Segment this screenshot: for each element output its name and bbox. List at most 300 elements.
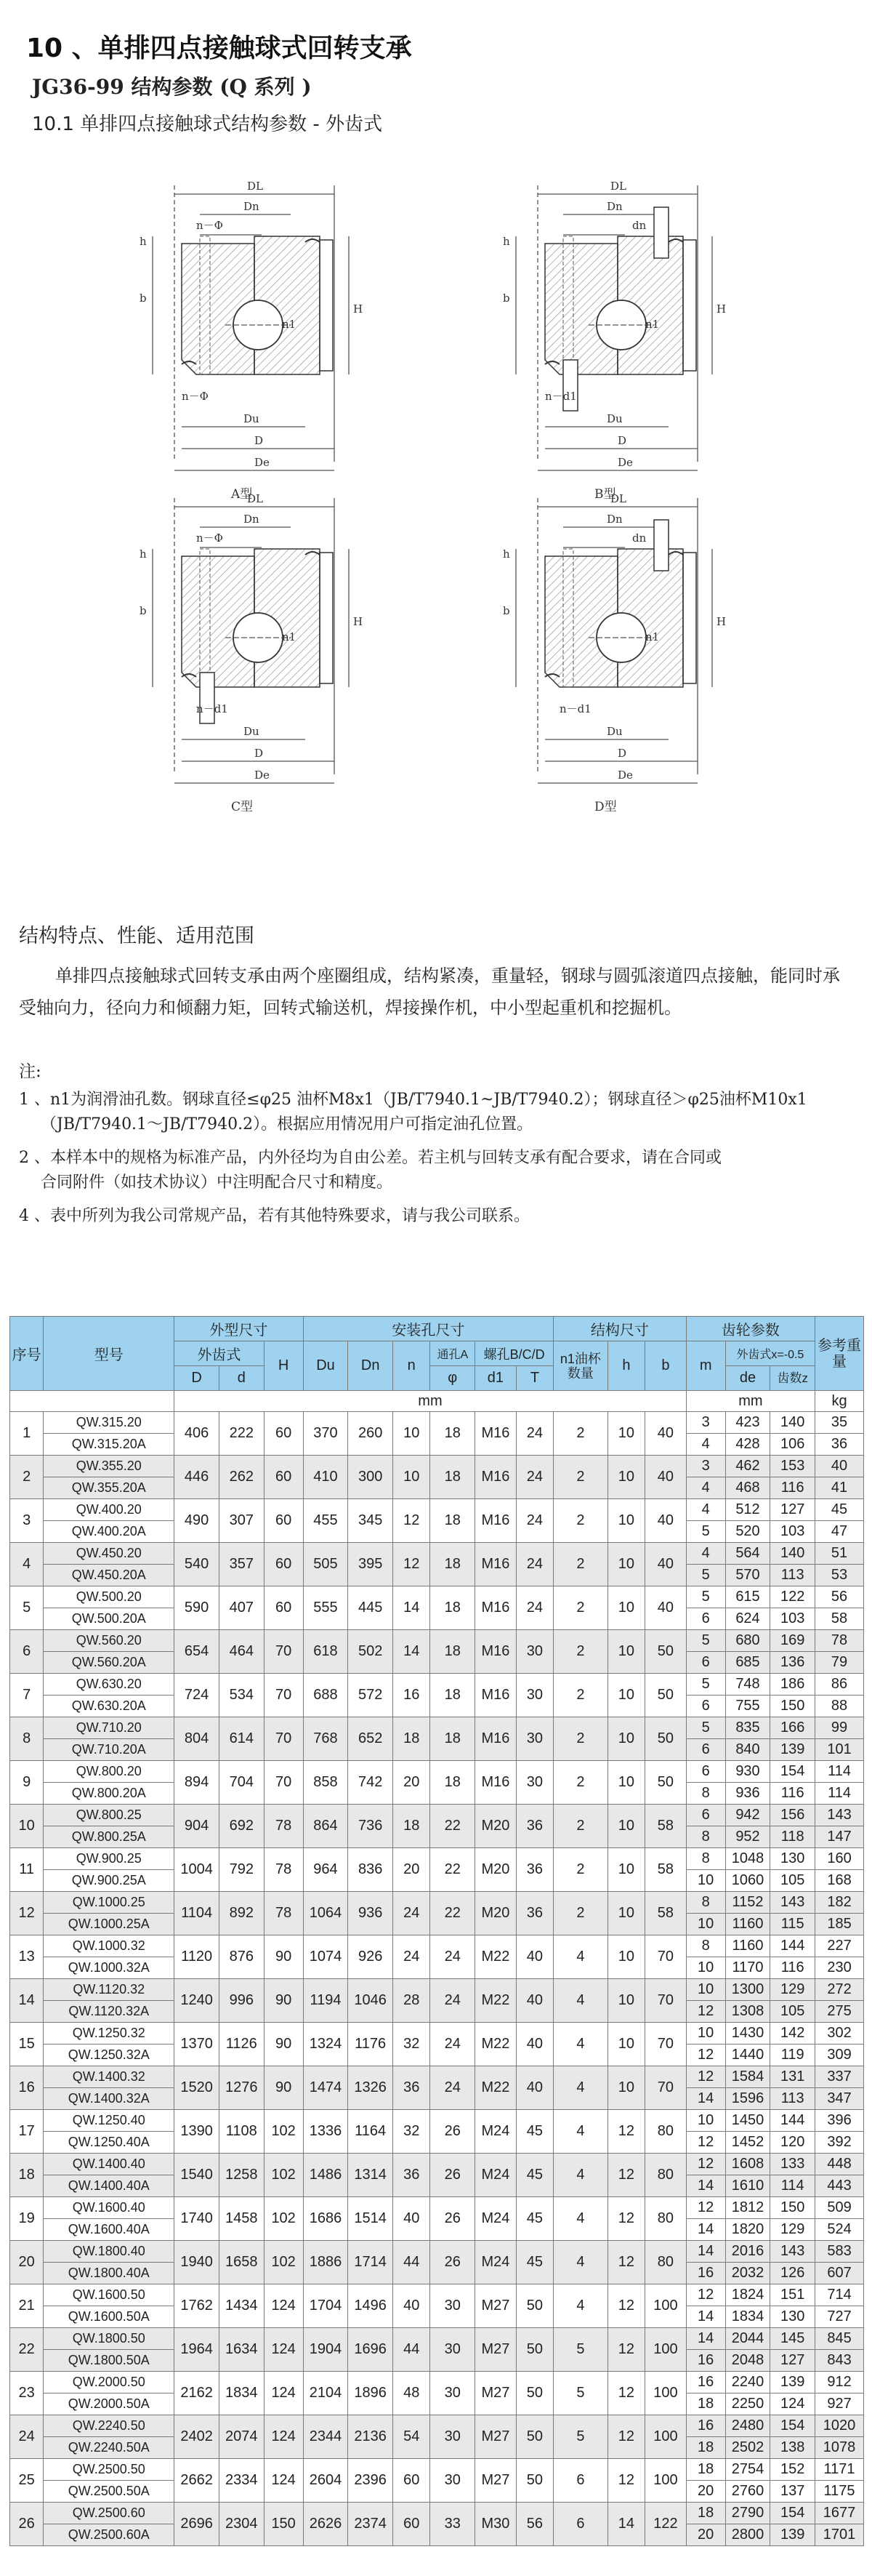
cell-gear-z: 122 [770,1586,815,1608]
cell-phi: 26 [430,2197,475,2241]
th-install: 安装孔尺寸 [303,1317,554,1341]
cell-gear-z: 143 [770,1892,815,1914]
cell-dn: 1496 [348,2284,393,2328]
cell-n: 14 [393,1630,430,1674]
cell-model: QW.2240.50A [44,2437,174,2459]
cell-h: 150 [264,2503,303,2546]
dimension-label: Du [607,412,623,425]
cell-phi: 30 [430,2372,475,2415]
cell-d: 590 [174,1586,219,1630]
note-number: 1 、 [19,1091,50,1109]
cell-gear-m: 12 [686,2066,725,2088]
cell-t: 45 [516,2241,553,2284]
cell-n: 28 [393,1979,430,2023]
cell-t: 24 [516,1586,553,1630]
standard-subtitle: JG36-99 结构参数 (Q 系列 ) [32,75,312,99]
cell-h: 124 [264,2284,303,2328]
cell-t: 30 [516,1674,553,1717]
cell-d: 1762 [174,2284,219,2328]
cell-model: QW.400.20A [44,1521,174,1543]
cell-gear-weight: 443 [815,2175,864,2197]
dimension-label: n1 [645,630,660,643]
th-d1: d1 [475,1366,517,1391]
cell-gear-de: 2480 [725,2415,770,2437]
cell-n1: 2 [554,1674,608,1717]
cell-index: 19 [10,2197,44,2241]
cell-d1: M27 [475,2372,517,2415]
cell-gear-weight: 583 [815,2241,864,2263]
cell-gear-z: 142 [770,2023,815,2045]
cell-h: 70 [264,1674,303,1717]
cell-d: 534 [219,1674,264,1717]
cell-gear-m: 3 [686,1412,725,1434]
cell-gear-z: 140 [770,1412,815,1434]
cell-model: QW.1120.32 [44,1979,174,2001]
th-gear: 齿轮参数 [686,1317,815,1341]
cell-gear-weight: 1171 [815,2459,864,2481]
cell-gear-z: 156 [770,1805,815,1826]
cell-gear-m: 16 [686,2263,725,2284]
cell-gear-de: 685 [725,1652,770,1674]
cell-d1: M16 [475,1543,517,1586]
cell-d1: M20 [475,1848,517,1892]
cell-n: 32 [393,2023,430,2066]
cell-gear-de: 936 [725,1783,770,1805]
cell-model: QW.500.20A [44,1608,174,1630]
cell-gear-weight: 182 [815,1892,864,1914]
cell-gear-weight: 337 [815,2066,864,2088]
cell-h: 10 [607,1499,645,1543]
cell-phi: 30 [430,2459,475,2503]
cell-h: 10 [607,1848,645,1892]
cell-h: 78 [264,1848,303,1892]
dimension-label: n－Φ [182,390,209,403]
cell-gear-weight: 99 [815,1717,864,1739]
cell-model: QW.1800.40 [44,2241,174,2263]
table-row [10,2154,864,2175]
cell-gear-m: 20 [686,2524,725,2546]
cell-gear-de: 1834 [725,2306,770,2328]
cell-gear-z: 145 [770,2328,815,2350]
cell-gear-de: 462 [725,1456,770,1477]
cell-gear-m: 18 [686,2459,725,2481]
cell-gear-de: 2016 [725,2241,770,2263]
cell-n1: 2 [554,1412,608,1456]
cell-b: 58 [645,1892,687,1935]
table-row [10,1456,864,1477]
cell-gear-de: 1048 [725,1848,770,1870]
cell-gear-z: 144 [770,2110,815,2132]
cell-d: 1258 [219,2154,264,2197]
cell-dn: 1696 [348,2328,393,2372]
cell-dn: 2374 [348,2503,393,2546]
cell-gear-m: 4 [686,1499,725,1521]
cell-model: QW.900.25A [44,1870,174,1892]
cell-gear-weight: 114 [815,1761,864,1783]
gear-rim [683,553,696,683]
cell-du: 1324 [303,2023,348,2066]
cell-gear-m: 12 [686,2154,725,2175]
cell-model: QW.1250.32A [44,2045,174,2066]
cell-gear-m: 8 [686,1848,725,1870]
cell-n: 44 [393,2241,430,2284]
cell-gear-m: 4 [686,1543,725,1565]
cell-gear-weight: 309 [815,2045,864,2066]
cell-gear-z: 106 [770,1434,815,1456]
cell-d: 1104 [174,1892,219,1935]
cell-phi: 24 [430,1979,475,2023]
cell-phi: 18 [430,1499,475,1543]
cell-gear-z: 131 [770,2066,815,2088]
cell-du: 2626 [303,2503,348,2546]
cell-gear-weight: 185 [815,1914,864,1935]
cell-phi: 24 [430,2023,475,2066]
cell-d: 2662 [174,2459,219,2503]
cell-n: 60 [393,2459,430,2503]
table-row [10,2066,864,2088]
cell-gear-z: 154 [770,2415,815,2437]
cell-gear-de: 835 [725,1717,770,1739]
cell-gear-z: 127 [770,1499,815,1521]
cell-gear-weight: 272 [815,1979,864,2001]
cell-d: 996 [219,1979,264,2023]
th-n1: n1油杯数量 [554,1341,608,1391]
cell-du: 1486 [303,2154,348,2197]
th-de: de [725,1366,770,1391]
diagram-caption: A型 [231,487,253,502]
cell-d: 1658 [219,2241,264,2284]
cell-du: 410 [303,1456,348,1499]
cell-index: 10 [10,1805,44,1848]
table-row [10,2241,864,2263]
cell-n: 40 [393,2197,430,2241]
cell-d1: M24 [475,2241,517,2284]
cell-t: 56 [516,2503,553,2546]
cell-d1: M16 [475,1456,517,1499]
cell-gear-z: 127 [770,2350,815,2372]
cell-gear-m: 6 [686,1696,725,1717]
cell-gear-de: 1160 [725,1935,770,1957]
cell-h: 70 [264,1717,303,1761]
cell-du: 455 [303,1499,348,1543]
cell-b: 40 [645,1586,687,1630]
cell-b: 80 [645,2154,687,2197]
cell-model: QW.560.20 [44,1630,174,1652]
cell-h: 60 [264,1456,303,1499]
cell-h: 70 [264,1761,303,1805]
table-row [10,2110,864,2132]
cell-h: 124 [264,2372,303,2415]
cell-gear-weight: 36 [815,1434,864,1456]
cell-n: 20 [393,1848,430,1892]
cell-model: QW.1800.40A [44,2263,174,2284]
note-line: n1为润滑油孔数。钢球直径≤φ25 油杯M8x1（JB/T7940.1~JB/T7940.2）；钢球直径＞φ25油杯M10x1 [50,1091,807,1109]
cell-h: 12 [607,2154,645,2197]
cell-dn: 1314 [348,2154,393,2197]
cell-gear-z: 124 [770,2394,815,2415]
cell-d: 446 [174,1456,219,1499]
bolt [654,520,669,571]
cell-d: 2402 [174,2415,219,2459]
cell-model: QW.1600.40 [44,2197,174,2219]
cell-gear-m: 14 [686,2241,725,2263]
cell-gear-m: 5 [686,1674,725,1696]
cell-gear-de: 930 [725,1761,770,1783]
cell-gear-z: 105 [770,1870,815,1892]
cell-gear-weight: 302 [815,2023,864,2045]
cell-n1: 2 [554,1717,608,1761]
cell-dn: 1164 [348,2110,393,2154]
cell-t: 45 [516,2154,553,2197]
cell-index: 8 [10,1717,44,1761]
cell-n: 12 [393,1543,430,1586]
cell-gear-weight: 1701 [815,2524,864,2546]
th-m: m [686,1341,725,1391]
cell-h: 10 [607,1586,645,1630]
cell-gear-m: 16 [686,2372,725,2394]
cell-t: 40 [516,2066,553,2110]
cell-model: QW.400.20 [44,1499,174,1521]
cell-gear-weight: 143 [815,1805,864,1826]
dimension-label: n－d1 [560,702,592,715]
cell-n: 10 [393,1412,430,1456]
cell-h: 102 [264,2154,303,2197]
cell-h: 60 [264,1586,303,1630]
th-unit-mm: mm [174,1391,686,1412]
cell-index: 20 [10,2241,44,2284]
cell-du: 555 [303,1586,348,1630]
cell-n1: 6 [554,2503,608,2546]
cell-du: 964 [303,1848,348,1892]
cell-gear-m: 18 [686,2437,725,2459]
cell-h: 124 [264,2459,303,2503]
dimension-label: H [353,615,363,628]
notes-section [19,1058,847,1237]
cell-gear-de: 1430 [725,2023,770,2045]
cell-h: 90 [264,1935,303,1979]
cell-b: 80 [645,2241,687,2284]
cell-gear-weight: 1020 [815,2415,864,2437]
cell-gear-m: 18 [686,2394,725,2415]
cell-h: 60 [264,1499,303,1543]
cell-model: QW.1000.25 [44,1892,174,1914]
cell-n: 36 [393,2066,430,2110]
cell-model: QW.450.20A [44,1565,174,1586]
table-row [10,1674,864,1696]
cell-model: QW.1400.32 [44,2066,174,2088]
cell-gear-de: 1596 [725,2088,770,2110]
dimension-label: De [618,769,633,782]
cell-n1: 2 [554,1805,608,1848]
cell-phi: 18 [430,1543,475,1586]
dimension-label: D [618,747,627,760]
cell-dn: 1714 [348,2241,393,2284]
cell-gear-weight: 78 [815,1630,864,1652]
cell-d1: M16 [475,1499,517,1543]
cell-h: 10 [607,1412,645,1456]
cell-h: 12 [607,2284,645,2328]
features-paragraph: 单排四点接触球式回转支承由两个座圈组成，结构紧凑，重量轻，钢球与圆弧滚道四点接触，能同时承受轴向力，径向力和倾翻力矩，回转式输送机，焊接操作机，中小型起重机和挖掘机。 [19,966,840,1018]
cell-index: 22 [10,2328,44,2372]
cell-gear-m: 8 [686,1892,725,1914]
cell-index: 24 [10,2415,44,2459]
cell-gear-z: 139 [770,2524,815,2546]
cell-phi: 22 [430,1805,475,1848]
cell-gear-de: 755 [725,1696,770,1717]
cell-du: 1194 [303,1979,348,2023]
cell-h: 12 [607,2328,645,2372]
dimension-label: h [140,547,147,561]
cell-model: QW.1120.32A [44,2001,174,2023]
cell-gear-de: 624 [725,1608,770,1630]
cell-gear-m: 14 [686,2175,725,2197]
cell-gear-de: 428 [725,1434,770,1456]
th-H: H [264,1341,303,1391]
cell-model: QW.1600.50 [44,2284,174,2306]
cell-gear-z: 130 [770,2306,815,2328]
cell-index: 12 [10,1892,44,1935]
cell-gear-z: 103 [770,1608,815,1630]
th-d: d [219,1366,264,1391]
gear-rim [320,553,333,683]
cell-index: 17 [10,2110,44,2154]
cell-h: 90 [264,2023,303,2066]
cell-n: 44 [393,2328,430,2372]
cell-n: 14 [393,1586,430,1630]
cell-phi: 26 [430,2241,475,2284]
dimension-label: Dn [243,200,259,213]
dimension-label: n1 [282,318,296,331]
cell-d: 540 [174,1543,219,1586]
bearing-cross-section-drawings [73,156,799,818]
cell-n1: 2 [554,1499,608,1543]
cell-gear-weight: 58 [815,1608,864,1630]
spec-table-wrapper [9,1316,864,2546]
cell-gear-weight: 227 [815,1935,864,1957]
cell-h: 12 [607,2415,645,2459]
cell-b: 80 [645,2110,687,2154]
th-ref-weight: 参考重量 [815,1317,864,1391]
cell-phi: 24 [430,2066,475,2110]
cell-n1: 4 [554,1979,608,2023]
cell-model: QW.710.20A [44,1739,174,1761]
cell-gear-de: 1824 [725,2284,770,2306]
cell-gear-m: 10 [686,1870,725,1892]
th-unit-mm-gear: mm [686,1391,815,1412]
cell-n1: 2 [554,1892,608,1935]
cell-dn: 936 [348,1892,393,1935]
note-number: 2 、 [19,1149,50,1167]
dimension-label: n－Φ [196,531,223,545]
cell-gear-z: 154 [770,1761,815,1783]
cell-t: 50 [516,2459,553,2503]
cell-t: 36 [516,1892,553,1935]
dimension-label: h [140,235,147,248]
table-row [10,2328,864,2350]
cell-du: 1074 [303,1935,348,1979]
cell-model: QW.1250.40 [44,2110,174,2132]
table-row [10,1586,864,1608]
cell-n1: 2 [554,1586,608,1630]
table-row [10,1630,864,1652]
cell-gear-de: 1152 [725,1892,770,1914]
cell-gear-de: 952 [725,1826,770,1848]
cell-phi: 24 [430,1935,475,1979]
th-outer: 外型尺寸 [174,1317,303,1341]
cell-gear-weight: 845 [815,2328,864,2350]
cell-n: 18 [393,1805,430,1848]
cell-d: 407 [219,1586,264,1630]
dimension-label: De [618,456,633,469]
notes-title: 注: [19,1062,41,1081]
table-row [10,2459,864,2481]
cell-b: 100 [645,2284,687,2328]
cell-dn: 1046 [348,1979,393,2023]
cell-gear-weight: 347 [815,2088,864,2110]
cell-n1: 2 [554,1848,608,1892]
dimension-label: dn [632,219,647,232]
cell-gear-de: 680 [725,1630,770,1652]
cell-model: QW.1600.50A [44,2306,174,2328]
cell-index: 26 [10,2503,44,2546]
cell-d1: M20 [475,1805,517,1848]
cell-b: 50 [645,1674,687,1717]
cell-index: 6 [10,1630,44,1674]
cell-gear-z: 140 [770,1543,815,1565]
cell-gear-de: 520 [725,1521,770,1543]
cell-gear-de: 2032 [725,2263,770,2284]
cell-n1: 4 [554,1935,608,1979]
cell-index: 21 [10,2284,44,2328]
cell-h: 78 [264,1805,303,1848]
cell-b: 50 [645,1761,687,1805]
cell-gear-m: 5 [686,1521,725,1543]
cell-model: QW.1000.25A [44,1914,174,1935]
cell-d: 406 [174,1412,219,1456]
cell-d1: M16 [475,1761,517,1805]
cell-gear-m: 6 [686,1608,725,1630]
bearing-diagram [140,492,363,814]
cell-d1: M24 [475,2197,517,2241]
cell-gear-z: 133 [770,2154,815,2175]
cell-model: QW.2500.60A [44,2524,174,2546]
cell-gear-z: 130 [770,1848,815,1870]
cell-gear-m: 3 [686,1456,725,1477]
cell-h: 10 [607,2066,645,2110]
dimension-label: DL [610,180,626,193]
cell-model: QW.560.20A [44,1652,174,1674]
cell-gear-weight: 53 [815,1565,864,1586]
cell-n1: 4 [554,2066,608,2110]
cell-gear-m: 5 [686,1565,725,1586]
th-unit-blank [10,1391,174,1412]
cell-h: 124 [264,2328,303,2372]
cell-n1: 4 [554,2110,608,2154]
cell-gear-m: 10 [686,1957,725,1979]
cell-gear-de: 1440 [725,2045,770,2066]
cell-gear-de: 564 [725,1543,770,1565]
cell-gear-z: 136 [770,1652,815,1674]
cell-n: 24 [393,1892,430,1935]
cell-n1: 2 [554,1630,608,1674]
cell-dn: 395 [348,1543,393,1586]
cell-h: 102 [264,2197,303,2241]
cell-n1: 4 [554,2241,608,2284]
cell-n1: 2 [554,1761,608,1805]
cell-b: 40 [645,1543,687,1586]
bearing-diagram [503,492,726,814]
cell-gear-de: 1308 [725,2001,770,2023]
